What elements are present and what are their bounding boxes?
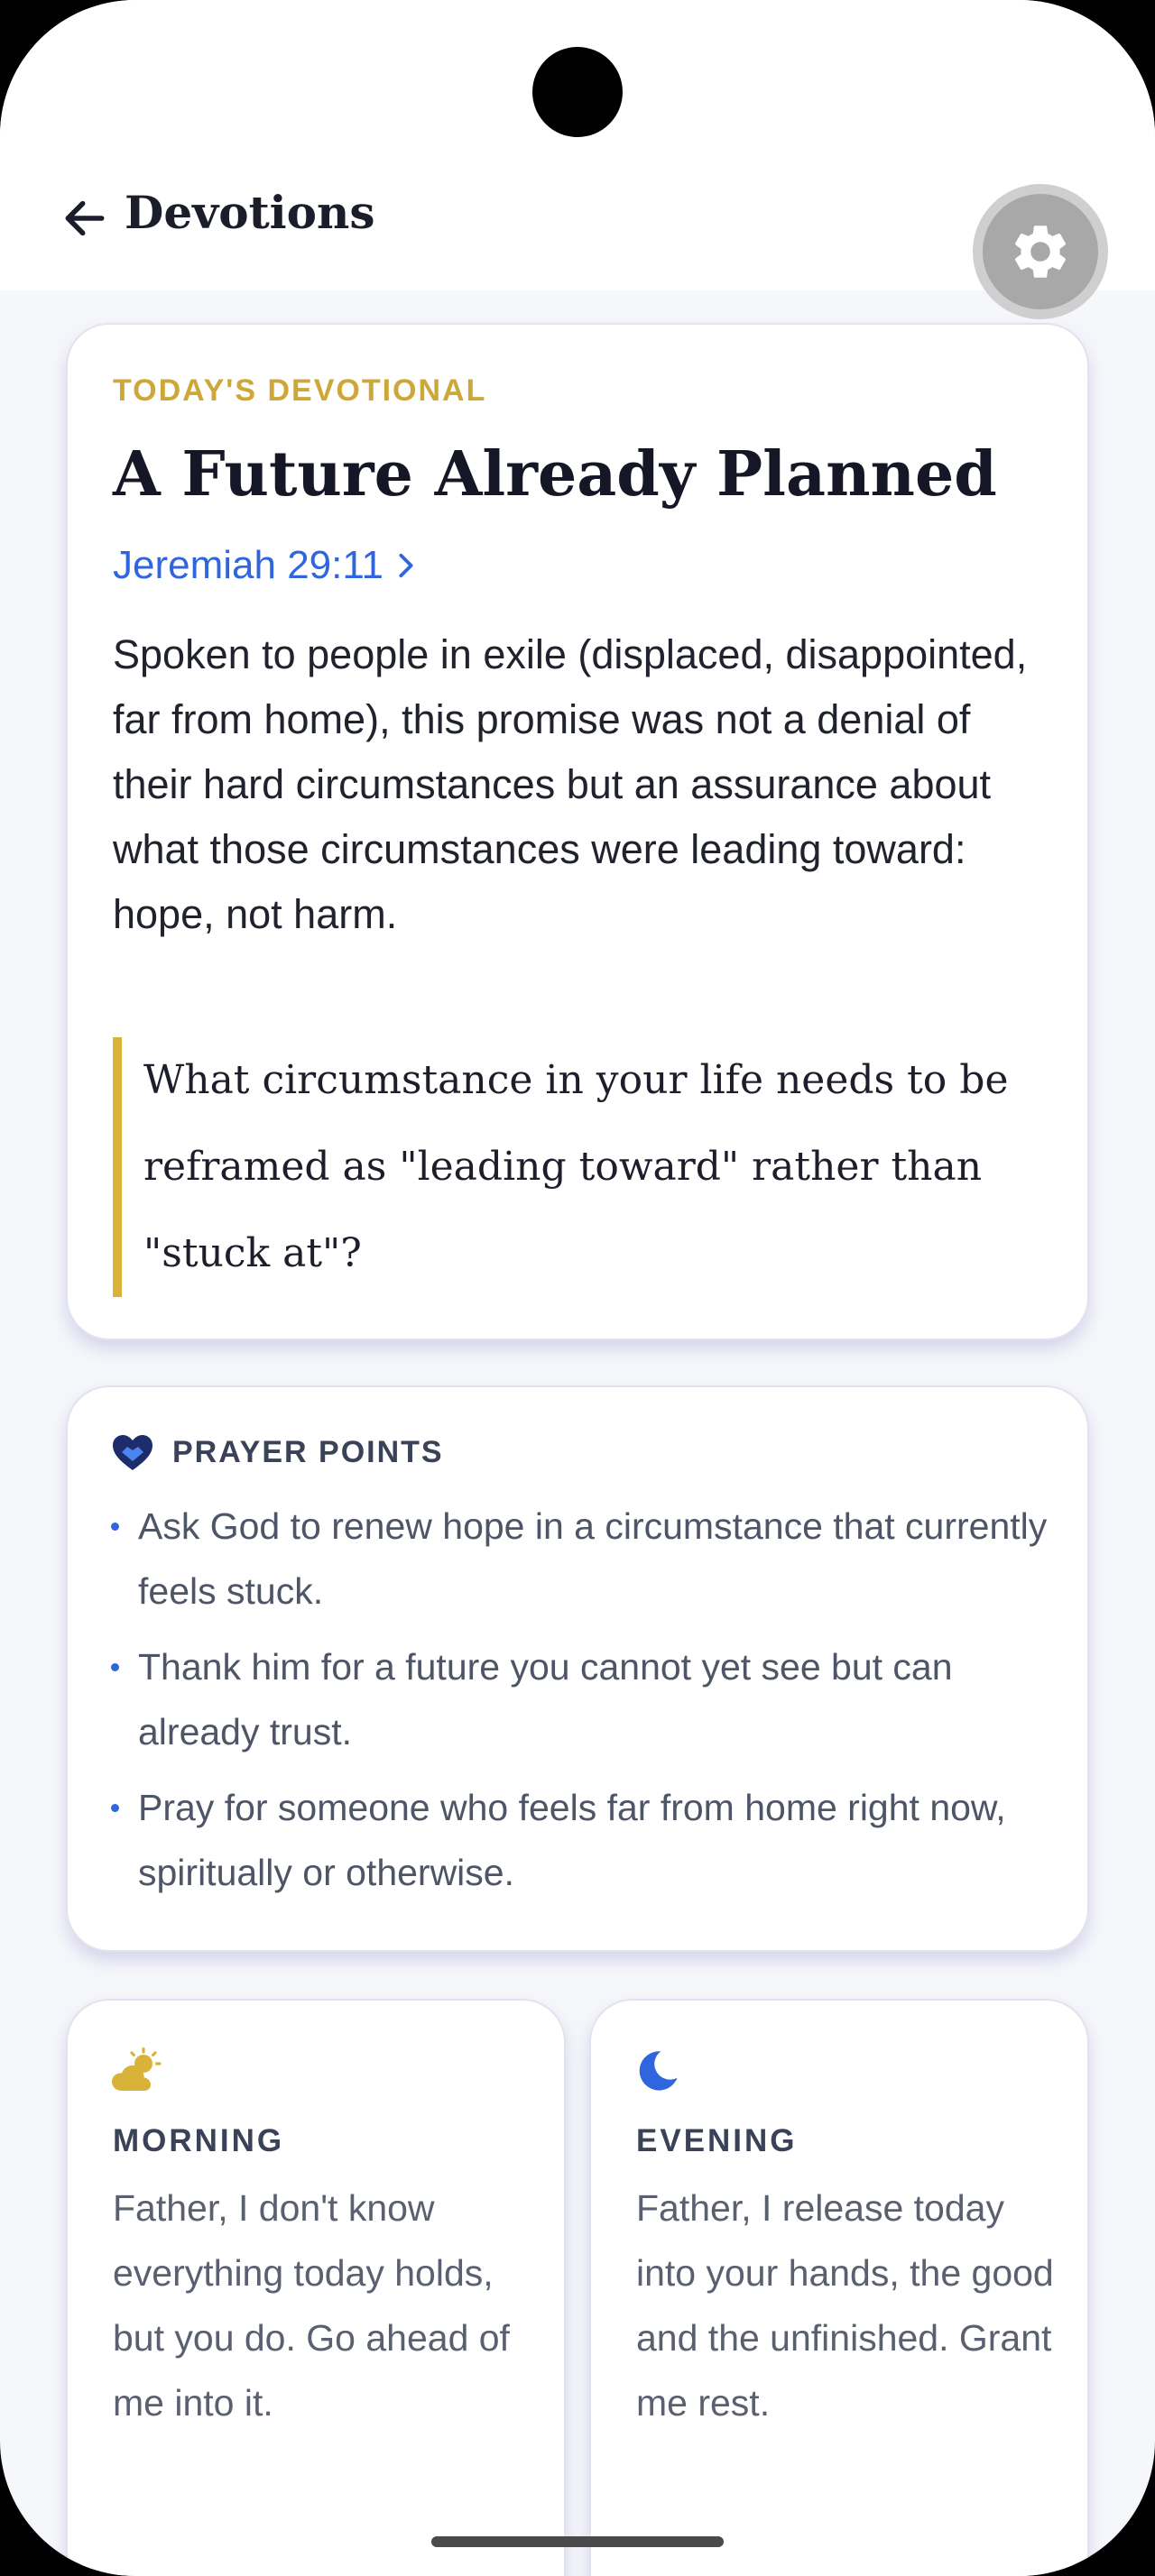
reflection-text: What circumstance in your life needs to be reframed as "leading toward" rather than "stuck at"? [143,1057,1009,1276]
morning-prayer-text: Father, I don't know everything today holds, but you do. Go ahead of me into it. [113,2187,510,2424]
morning-label: MORNING [113,2123,285,2158]
devotional-title: A Future Already Planned [113,438,997,511]
devotional-eyebrow: TODAY'S DEVOTIONAL [113,373,487,408]
scripture-reference-link[interactable] [113,543,416,588]
arrow-left-icon [60,193,110,244]
prayer-points-list [111,1494,1049,1916]
page-title: Devotions [125,186,375,239]
list-item [111,1634,1049,1764]
prayer-points-card [66,1385,1089,1952]
settings-button[interactable] [973,184,1108,319]
reflection-quote [113,1037,1051,1297]
evening-prayer-card [589,1999,1089,2576]
sun-cloud-icon [111,2047,163,2093]
prayer-point-text: Thank him for a future you cannot yet see but can already trust. [138,1646,953,1753]
devotional-card [66,323,1089,1340]
prayer-point-text: Pray for someone who feels far from home right now, spiritually or otherwise. [138,1787,1006,1893]
devotional-body: Spoken to people in exile (displaced, disappointed, far from home), this promise was not a denial of their hard circumstances but an assurance about what those circumstances were leading toward: hope, not harm. [113,631,1028,937]
list-item [111,1494,1049,1624]
back-button[interactable] [56,189,114,247]
morning-prayer-card [66,1999,566,2576]
scripture-reference: Jeremiah 29:11 [113,543,384,587]
evening-prayer-text: Father, I release today into your hands, the good and the unfinished. Grant me rest. [636,2187,1054,2424]
evening-label: EVENING [636,2123,798,2158]
chevron-right-icon [396,552,416,579]
prayer-points-title: PRAYER POINTS [172,1434,444,1469]
camera-cutout [532,47,623,137]
heart-hands-icon [111,1432,154,1472]
prayer-point-text: Ask God to renew hope in a circumstance that currently feels stuck. [138,1505,1048,1612]
list-item [111,1775,1049,1905]
bullet-dot [111,1663,119,1671]
bullet-dot [111,1523,119,1531]
gear-icon [1008,219,1073,284]
prayer-points-header [111,1432,444,1472]
moon-icon [634,2047,681,2094]
bullet-dot [111,1804,119,1812]
home-indicator[interactable] [431,2536,724,2547]
